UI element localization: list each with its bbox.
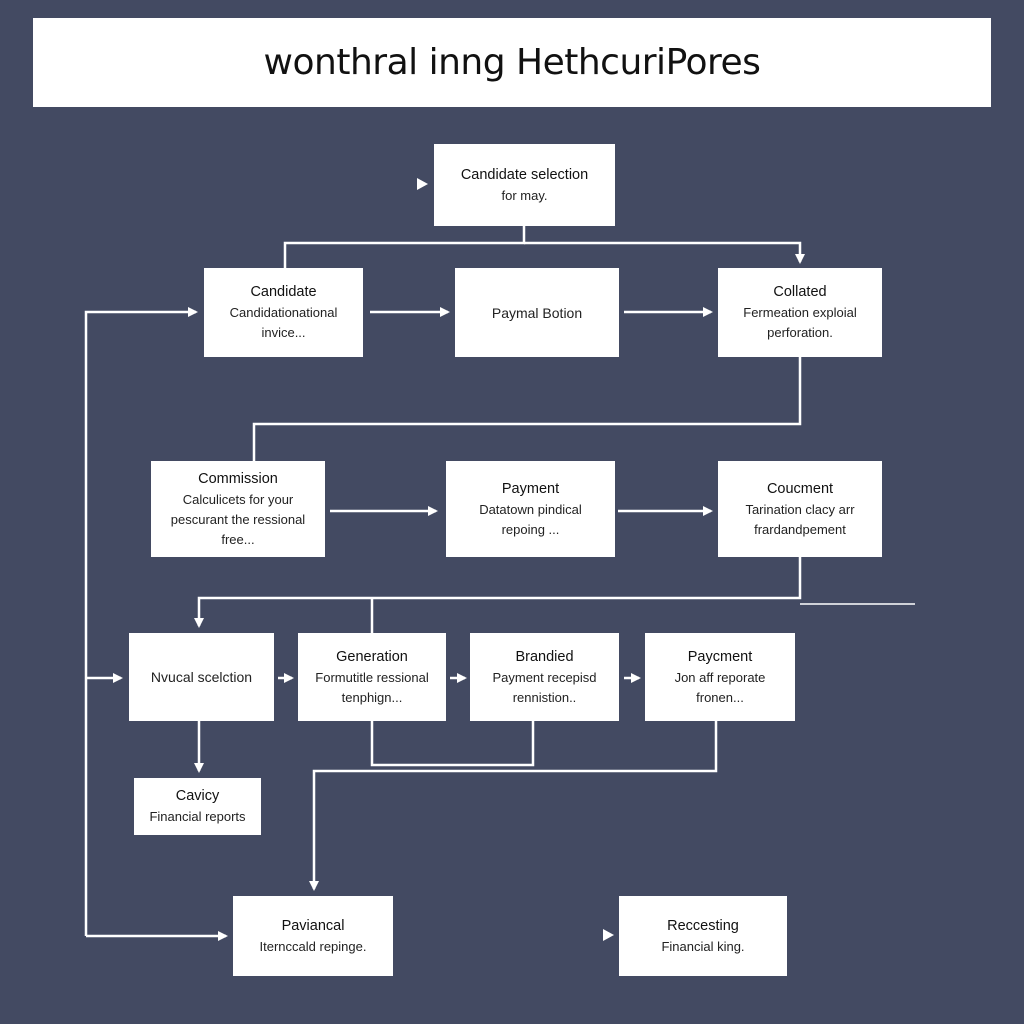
node-body: Calculicets for your pescurant the ressional free... xyxy=(170,491,306,547)
node-commission xyxy=(151,461,325,557)
node-paymal-botion xyxy=(455,268,619,357)
node-head: Cavicy xyxy=(175,788,220,804)
node-body: Tarination clacy arr frardandpement xyxy=(745,501,855,537)
node-body: Iternccald repinge. xyxy=(259,938,367,954)
connector-paycment-to-paviancal xyxy=(314,721,716,889)
node-head: Generation xyxy=(336,648,408,665)
node-paviancal xyxy=(233,896,393,976)
node-payment xyxy=(446,461,615,557)
node-body: for may. xyxy=(501,187,548,203)
arrow-head-top-entry xyxy=(417,178,428,190)
node-candidate xyxy=(204,268,363,357)
node-head: Collated xyxy=(773,284,827,300)
node-head: Payment xyxy=(501,480,560,497)
node-body: Financial king. xyxy=(661,938,745,954)
connector-generation-brandied-loop xyxy=(372,721,533,765)
node-head: Reccesting xyxy=(667,917,739,934)
node-body: Candidationational invice... xyxy=(229,305,338,340)
node-head: Paviancal xyxy=(281,917,345,934)
node-nvucal-selection xyxy=(129,633,274,721)
node-head: Candidate xyxy=(250,284,317,300)
connector-top-split-left xyxy=(285,226,524,268)
node-body: Formutitle ressional tenphign... xyxy=(315,669,429,705)
node-body: Payment recepisd rennistion.. xyxy=(492,669,597,705)
node-body: Jon aff reporate fronen... xyxy=(674,669,766,705)
node-body: Financial reports xyxy=(149,809,246,824)
connector-left-loop-top xyxy=(86,312,196,936)
node-body: Datatown pindical repoing ... xyxy=(479,501,582,537)
node-body: Paymal Botion xyxy=(491,304,583,321)
node-head: Commission xyxy=(198,470,278,487)
node-collated xyxy=(718,268,882,357)
title-bar xyxy=(33,18,991,107)
node-cavicy xyxy=(134,778,261,835)
node-reccesting xyxy=(619,896,787,976)
connector-collated-to-commission xyxy=(254,357,800,461)
node-head: Brandied xyxy=(515,648,574,665)
node-paycment xyxy=(645,633,795,721)
connector-coucment-to-row3 xyxy=(199,557,800,626)
node-head: Coucment xyxy=(766,480,834,497)
arrow-head-reccesting-entry xyxy=(603,929,614,941)
node-head: Paycment xyxy=(687,648,753,665)
diagram-title: wonthral inng HethcuriPores xyxy=(263,42,761,83)
node-head: Candidate selection xyxy=(460,166,589,183)
node-brandied xyxy=(470,633,619,721)
connector-top-split-right xyxy=(524,243,800,262)
node-coucment xyxy=(718,461,882,557)
node-body: Nvucal scelction xyxy=(150,669,253,685)
node-generation xyxy=(298,633,446,721)
node-body: Fermeation exploial perforation. xyxy=(743,305,857,340)
node-candidate-selection xyxy=(434,144,615,226)
